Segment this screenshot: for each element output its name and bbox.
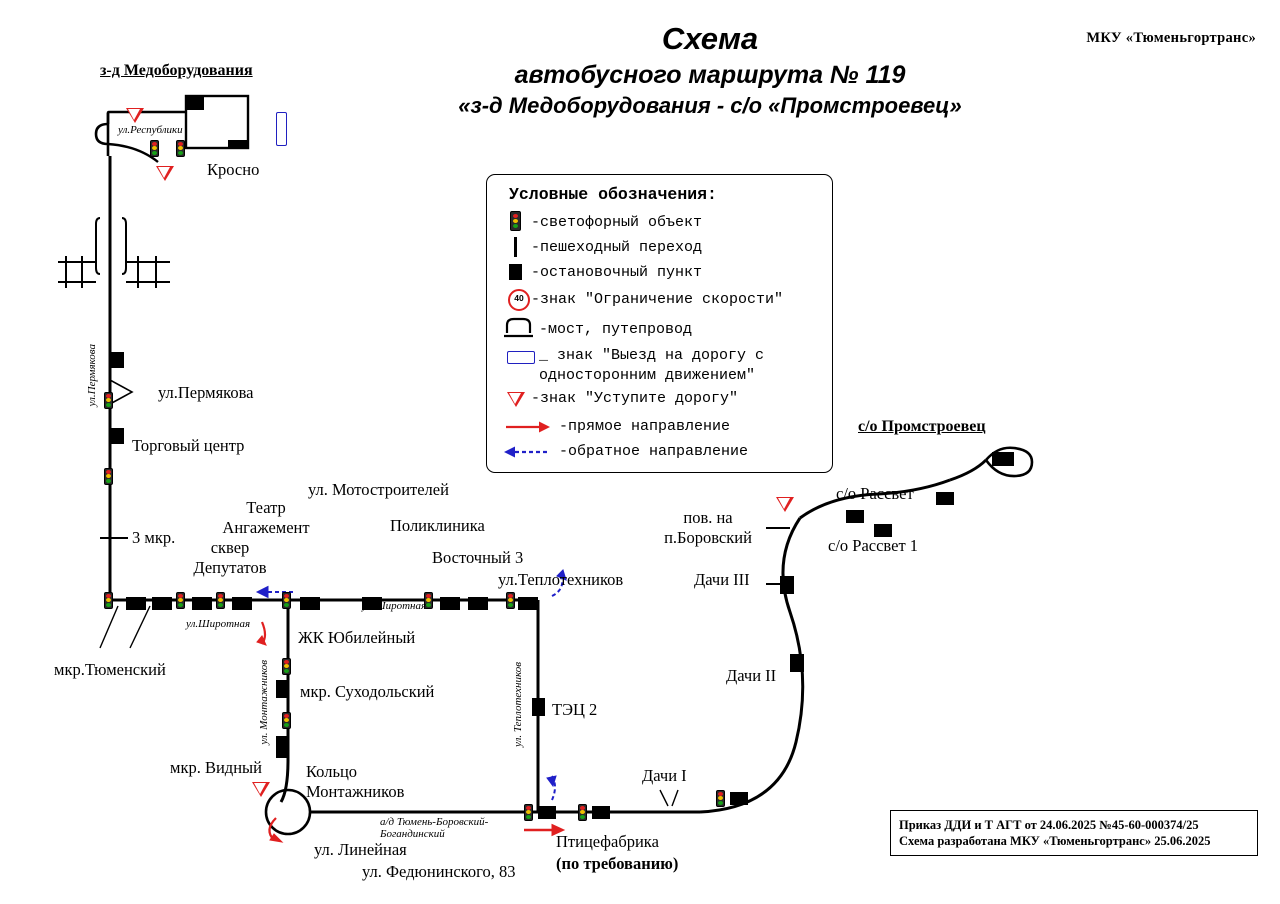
title-line-3: «з-д Медоборудования - с/о «Промстроевец» bbox=[458, 93, 962, 118]
stop-label-poliklinika: Поликлиника bbox=[390, 516, 485, 535]
stop-label-torgovy-centr: Торговый центр bbox=[132, 436, 245, 455]
stop-label-kolco-montazhnikov bbox=[306, 762, 426, 802]
teatr-word: Театр bbox=[246, 498, 286, 517]
stop-label-zhk-yubileyny: ЖК Юбилейный bbox=[298, 628, 416, 647]
stop-label-mkr-tyumensky: мкр.Тюменский bbox=[54, 660, 166, 679]
stop-label-mototroiteley: ул. Мотостроителей bbox=[308, 480, 449, 499]
legend-item-bridge-label: -мост, путепровод bbox=[539, 321, 693, 338]
stop-mark-shirotnaya-8 bbox=[468, 597, 488, 610]
traffic-light-icon-permyakova bbox=[104, 392, 113, 409]
terminal-end-label: с/о Промстроевец bbox=[858, 418, 986, 435]
organization-label: МКУ «Тюменьгортранс» bbox=[1086, 30, 1256, 46]
stop-label-mkr-vidny: мкр. Видный bbox=[170, 758, 262, 777]
stop-mark-shirotnaya-9 bbox=[518, 597, 538, 610]
stop-label-teplotehnikov: ул.Теплотехников bbox=[498, 570, 624, 589]
legend-item-forward-label: -прямое направление bbox=[559, 418, 731, 435]
legend-item-oneway-label-line2: односторонним движением" bbox=[539, 367, 756, 384]
stop-mark-pticefabrika-1 bbox=[538, 806, 556, 819]
stop-mark-shirotnaya-1 bbox=[126, 597, 146, 610]
stop-label-fedyuninskogo: ул. Федюнинского, 83 bbox=[362, 862, 516, 881]
traffic-light-icon-shirotnaya-5 bbox=[506, 592, 515, 609]
footer-line-1: Приказ ДДИ и Т АГТ от 24.06.2025 №45-60-000374/25 bbox=[899, 818, 1199, 832]
footer-note bbox=[890, 810, 1258, 856]
stop-mark-permyakova bbox=[110, 352, 124, 368]
legend-item-crossing-label: -пешеходный переход bbox=[531, 239, 703, 256]
stop-mark-shirotnaya-7 bbox=[440, 597, 460, 610]
stop-mark-tec-2 bbox=[532, 698, 545, 716]
street-label-respubliki: ул.Республики bbox=[118, 124, 183, 136]
traffic-light-icon-shirotnaya-1 bbox=[176, 592, 185, 609]
legend-item-oneway-label: _ знак "Выезд на дорогу с bbox=[539, 347, 765, 364]
stop-mark-torgovy-centr bbox=[110, 428, 124, 444]
traffic-light-icon-shirotnaya-3 bbox=[282, 592, 291, 609]
traffic-light-icon-respubliki-2 bbox=[176, 140, 185, 157]
stop-mark-shirotnaya-3 bbox=[192, 597, 212, 610]
stop-label-pticefabrika-note: (по требованию) bbox=[556, 854, 679, 873]
legend-item-giveway-label: -знак "Уступите дорогу" bbox=[531, 390, 739, 407]
stop-mark-shirotnaya-5 bbox=[300, 597, 320, 610]
legend-item-stop-label: -остановочный пункт bbox=[531, 264, 703, 281]
stop-label-pticefabrika: Птицефабрика bbox=[556, 832, 659, 851]
footer-line-2: Схема разработана МКУ «Тюменьгортранс» 25.06.2025 bbox=[899, 834, 1211, 848]
one-way-exit-icon-krosno bbox=[276, 112, 287, 146]
terminal-start-label: з-д Медоборудования bbox=[100, 62, 253, 79]
stop-mark-dachi-1 bbox=[730, 792, 748, 805]
stop-mark-dachi-2 bbox=[790, 654, 804, 672]
stop-mark-so-rassvet-3 bbox=[936, 492, 954, 505]
title-line-1: Схема bbox=[661, 21, 759, 56]
traffic-light-icon-suhodolsky bbox=[282, 712, 291, 729]
stop-label-ul-lineynaya: ул. Линейная bbox=[314, 840, 407, 859]
traffic-light-icon-pticefabrika-1 bbox=[524, 804, 533, 821]
stop-label-krosno: Кросно bbox=[207, 160, 260, 179]
traffic-light-icon-pticefabrika-2 bbox=[578, 804, 587, 821]
stop-label-teatr-angazhement bbox=[214, 498, 318, 538]
stop-label-dachi-3: Дачи III bbox=[694, 570, 750, 589]
avtodoroga-l2: Богандинский bbox=[380, 828, 445, 840]
traffic-light-icon-torgovy bbox=[104, 468, 113, 485]
street-label-teplotehnikov-small: ул. Теплотехников bbox=[512, 662, 524, 747]
title-line-2: автобусного маршрута № 119 bbox=[514, 61, 906, 89]
traffic-light-icon-yubileyny bbox=[282, 658, 291, 675]
stop-label-so-rassvet-1: с/о Рассвет 1 bbox=[828, 536, 919, 555]
traffic-light-icon-shirotnaya-2 bbox=[216, 592, 225, 609]
street-label-permyakova: ул.Пермякова bbox=[86, 344, 98, 407]
traffic-light-icon-3mkr bbox=[104, 592, 113, 609]
street-label-montazhnikov: ул. Монтажников bbox=[258, 660, 270, 745]
legend-item-traffic-light-label: -светофорный объект bbox=[531, 214, 703, 231]
traffic-light-icon-dachi-1 bbox=[716, 790, 725, 807]
stop-label-3-mkr: 3 мкр. bbox=[132, 528, 176, 547]
stop-label-tec-2: ТЭЦ 2 bbox=[552, 700, 598, 719]
stop-mark-shirotnaya-4 bbox=[232, 597, 252, 610]
stop-label-dachi-2: Дачи II bbox=[726, 666, 777, 685]
street-label-shirotnaya-1: ул.Широтная bbox=[186, 618, 251, 630]
stop-label-dachi-1: Дачи I bbox=[642, 766, 687, 785]
pov-l1: пов. на bbox=[683, 508, 733, 527]
stop-label-so-rassvet: с/о Рассвет bbox=[836, 484, 914, 503]
montazhnikov-word: Монтажников bbox=[306, 782, 405, 801]
stop-label-skver bbox=[168, 538, 292, 578]
angazhement-word: Ангажемент bbox=[222, 518, 310, 537]
traffic-light-icon-respubliki-1 bbox=[150, 140, 159, 157]
stop-mark-shirotnaya-2 bbox=[152, 597, 172, 610]
avtodoroga-l1: а/д Тюмень-Боровский- bbox=[380, 816, 489, 828]
give-way-icon-top-1 bbox=[126, 108, 144, 123]
stop-label-pov-na-borovsky bbox=[652, 508, 764, 548]
stop-mark-dachi-3 bbox=[780, 576, 794, 594]
pov-l2: п.Боровский bbox=[664, 528, 752, 547]
kolco-word: Кольцо bbox=[306, 762, 358, 781]
stop-label-mkr-suhodolsky: мкр. Суходольский bbox=[300, 682, 435, 701]
give-way-icon-borovsky bbox=[776, 497, 794, 512]
skver-word: сквер bbox=[210, 538, 250, 557]
stop-mark-vidny bbox=[276, 736, 289, 758]
street-label-avtodoroga bbox=[380, 816, 488, 840]
give-way-icon-kolco bbox=[252, 782, 270, 797]
stop-mark-pticefabrika-2 bbox=[592, 806, 610, 819]
stop-label-permyakova: ул.Пермякова bbox=[158, 383, 254, 402]
legend-item-reverse-label: -обратное направление bbox=[559, 443, 749, 460]
stop-mark-so-rassvet-1 bbox=[846, 510, 864, 523]
stop-label-vostochny-3: Восточный 3 bbox=[432, 548, 524, 567]
legend-title: Условные обозначения: bbox=[509, 185, 717, 204]
deputatov-word: Депутатов bbox=[193, 558, 267, 577]
speed-limit-value: 40 bbox=[514, 293, 524, 303]
street-label-shirotnaya-2: ул.Широтная bbox=[362, 600, 427, 612]
give-way-icon-top-2 bbox=[156, 166, 174, 181]
stop-mark-krosno bbox=[186, 96, 204, 110]
legend-item-speed-label: -знак "Ограничение скорости" bbox=[531, 291, 784, 308]
stop-mark-suhodolsky bbox=[276, 680, 289, 698]
